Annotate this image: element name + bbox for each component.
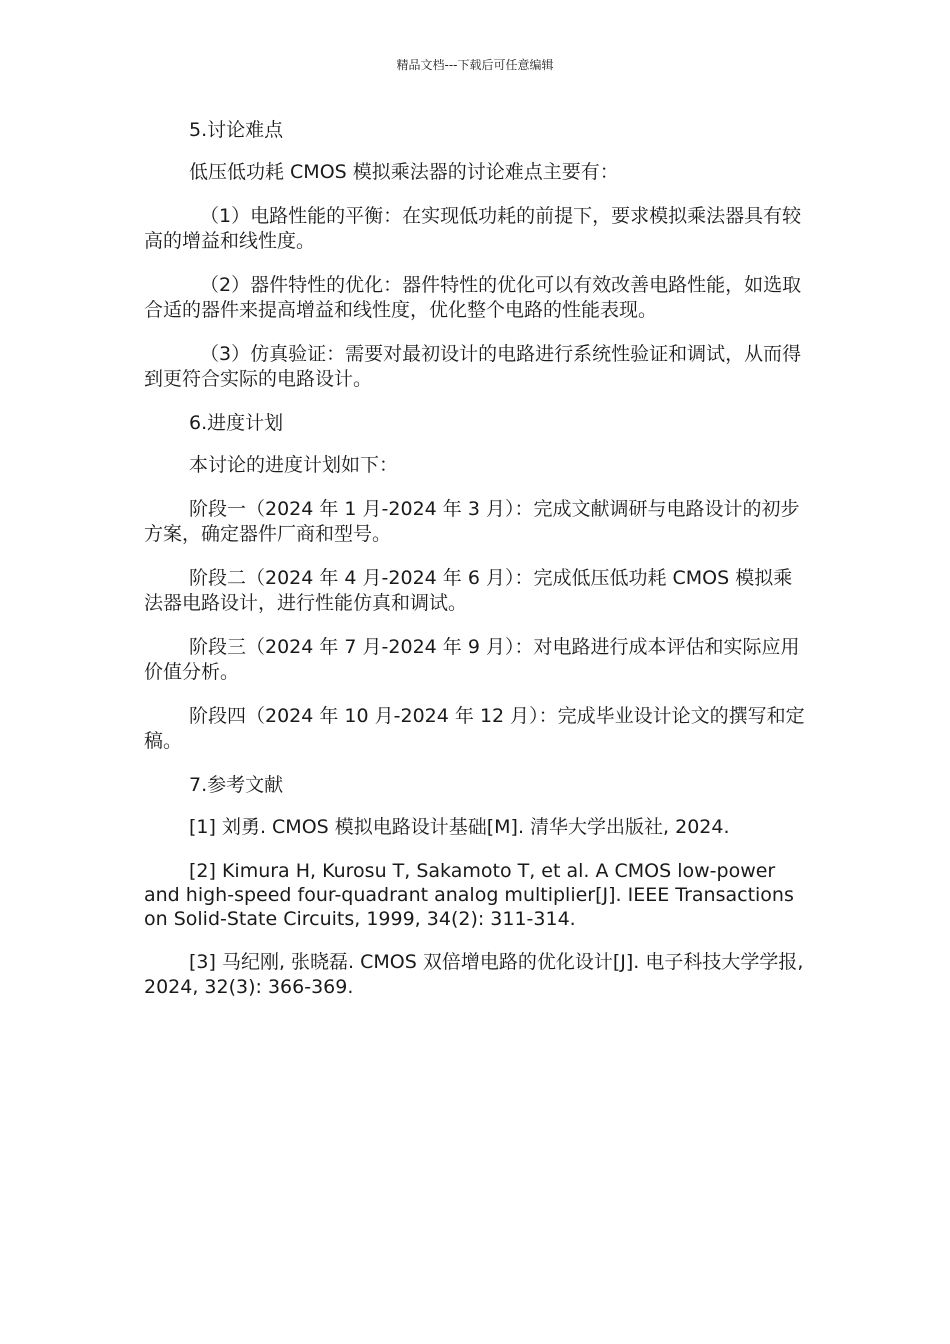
document-body <box>144 118 806 1019</box>
schedule-stage-3: 阶段三（2024 年 7 月-2024 年 9 月）：对电路进行成本评估和实际应用价值分析。 <box>144 636 800 683</box>
page-header: 精品文档---下载后可任意编辑 <box>396 58 554 72</box>
section-7-heading: 7.参考文献 <box>189 774 284 796</box>
difficulty-item-1: （1）电路性能的平衡：在实现低功耗的前提下，要求模拟乘法器具有较高的增益和线性度。 <box>144 205 802 252</box>
difficulty-item-3: （3）仿真验证：需要对最初设计的电路进行系统性验证和调试，从而得到更符合实际的电路设计。 <box>144 343 802 390</box>
reference-3: [3] 马纪刚, 张晓磊. CMOS 双倍增电路的优化设计[J]. 电子科技大学学报, 2024, 32(3): 366-369. <box>144 951 804 998</box>
reference-1: [1] 刘勇. CMOS 模拟电路设计基础[M]. 清华大学出版社, 2024. <box>189 816 730 838</box>
reference-2: [2] Kimura H, Kurosu T, Sakamoto T, et al. A CMOS low-power and high-speed four-quadrant analog multiplier[J]. IEEE Transactions on Solid-State Circuits, 1999, 34(2): 311-314. <box>144 860 794 930</box>
schedule-stage-2: 阶段二（2024 年 4 月-2024 年 6 月）：完成低压低功耗 CMOS 模拟乘法器电路设计，进行性能仿真和调试。 <box>144 567 793 614</box>
section-6-intro: 本讨论的进度计划如下： <box>189 454 399 476</box>
section-6-heading: 6.进度计划 <box>189 412 284 434</box>
section-5-heading: 5.讨论难点 <box>189 119 284 141</box>
section-5-intro: 低压低功耗 CMOS 模拟乘法器的讨论难点主要有： <box>189 161 619 183</box>
difficulty-item-2: （2）器件特性的优化：器件特性的优化可以有效改善电路性能，如选取合适的器件来提高增益和线性度，优化整个电路的性能表现。 <box>144 274 802 321</box>
schedule-stage-4: 阶段四（2024 年 10 月-2024 年 12 月）：完成毕业设计论文的撰写和定稿。 <box>144 705 805 752</box>
schedule-stage-1: 阶段一（2024 年 1 月-2024 年 3 月）：完成文献调研与电路设计的初步方案，确定器件厂商和型号。 <box>144 498 800 545</box>
